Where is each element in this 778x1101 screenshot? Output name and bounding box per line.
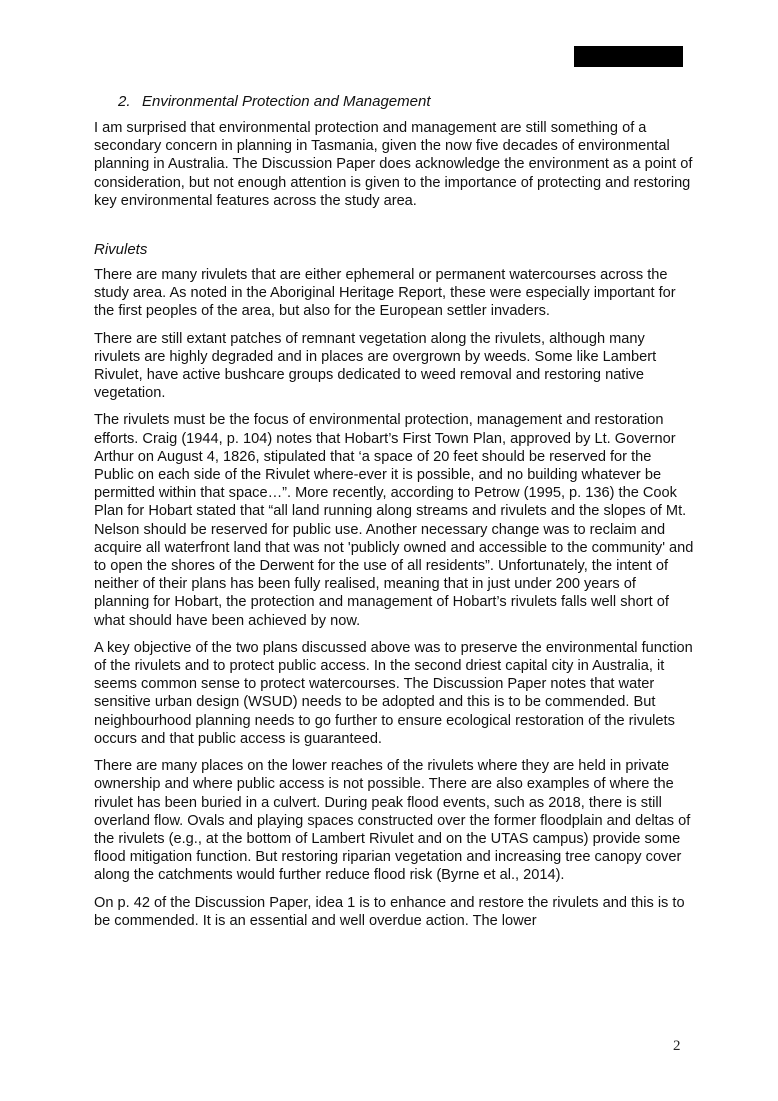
paragraph-1: There are many rivulets that are either ephemeral or permanent watercourses across the study area. As noted in the Aboriginal Heritage Report, these were especially important for the first peoples of the area, but also for the European settler invaders. bbox=[94, 267, 676, 320]
page-number: 2 bbox=[673, 1038, 681, 1054]
paragraph-4: A key objective of the two plans discussed above was to preserve the environmental function of the rivulets and to protect public access. In the second driest capital city in Australia, it seems common sense to protect watercourses. The Discussion Paper notes that water sensitive urban design (WSUD) needs to be adopted and this is to be commended. But neighbourhood planning needs to go further to ensure ecological restoration of the rivulets occurs and that public access is guaranteed. bbox=[94, 639, 693, 747]
redaction-block bbox=[574, 46, 683, 67]
paragraph-6: On p. 42 of the Discussion Paper, idea 1 is to enhance and restore the rivulets and this is to be commended. It is an essential and well overdue action. The lower bbox=[94, 894, 685, 929]
paragraph-5: There are many places on the lower reaches of the rivulets where they are held in private ownership and where public access is not possible. There are also examples of where the rivulet has been buried in a culvert. During peak flood events, such as 2018, there is still overland flow. Ovals and playing spaces constructed over the former floodplain and deltas of the rivulets (e.g., at the bottom of Lambert Rivulet and on the UTAS campus) provide some flood mitigation function. But restoring riparian vegetation and increasing tree canopy cover along the catchments would further reduce flood risk (Byrne et al., 2014). bbox=[94, 758, 691, 884]
section-number: 2. bbox=[118, 93, 131, 110]
paragraph-2: There are still extant patches of remnant vegetation along the rivulets, although many rivulets are highly degraded and in places are overgrown by weeds. Some like Lambert Rivulet, have active bushcare groups dedicated to weed removal and restoring native vegetation. bbox=[94, 330, 657, 402]
intro-paragraph: I am surprised that environmental protection and management are still something of a secondary concern in planning in Tasmania, given the now five decades of environmental planning in Australia. The Discussion Paper does acknowledge the environment as a point of consideration, but not enough attention is given to the importance of protecting and restoring key environmental features across the study area. bbox=[94, 120, 693, 209]
section-title: Environmental Protection and Management bbox=[142, 93, 431, 110]
page-content bbox=[94, 92, 694, 939]
section-heading bbox=[118, 92, 694, 111]
subheading-rivulets: Rivulets bbox=[94, 241, 148, 259]
paragraph-3: The rivulets must be the focus of environmental protection, management and restoration efforts. Craig (1944, p. 104) notes that Hobart’s First Town Plan, approved by Lt. Governor Arthur on August 4, 1826, stipulated that ‘a space of 20 feet should be reserved for the Public on each side of the Rivulet where-ever it is possible, and no building whatever be permitted within that space…”. More recently, according to Petrow (1995, p. 136) the Cook Plan for Hobart stated that “all land running along streams and rivulets and the slopes of Mt. Nelson should be reserved for public use. Another necessary change was to reclaim and acquire all waterfront land that was not 'publicly owned and accessible to the community' and to open the shores of the Derwent for the use of all residents”. Unfortunately, the intent of neither of their plans has been fully realised, meaning that in just under 200 years of planning for Hobart, the protection and management of Hobart’s rivulets falls well short of what should have been achieved by now. bbox=[94, 412, 694, 629]
